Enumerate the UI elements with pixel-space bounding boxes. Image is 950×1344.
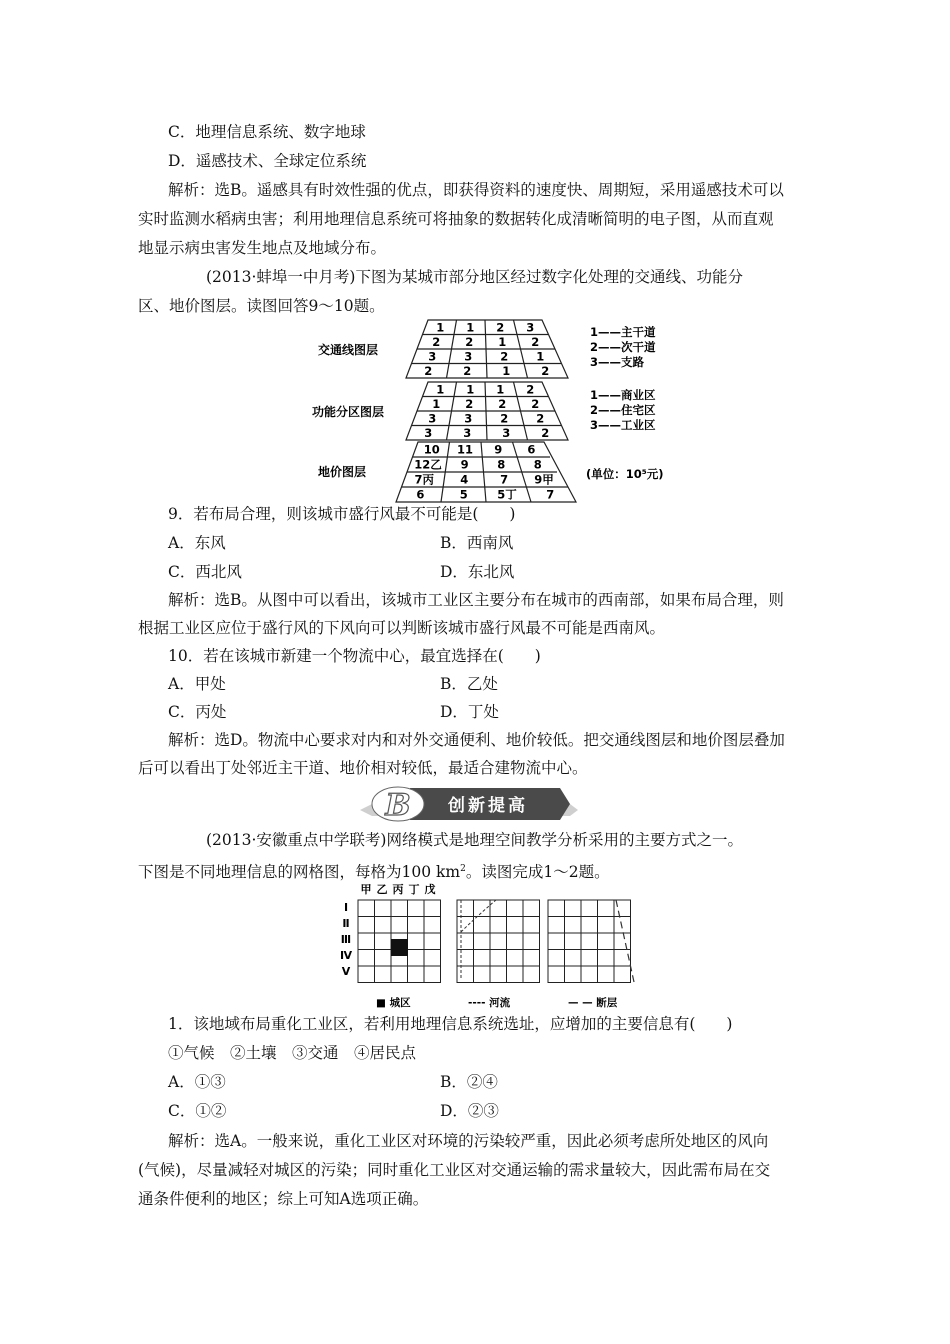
q9-analysis-line: 解析：选B。从图中可以看出，该城市工业区主要分布在城市的西南部，如果布局合理，则	[168, 591, 784, 609]
banner-letter: B	[385, 788, 411, 823]
price-cell: 7	[500, 472, 509, 487]
price-cell: 4	[460, 472, 469, 487]
q1-stem: 1．该地域布局重化工业区，若利用地理信息系统选址，应增加的主要信息有( )	[168, 1015, 733, 1033]
function-cell: 1	[432, 396, 441, 411]
traffic-legend-item: 1——主干道	[590, 325, 656, 339]
legend-river: ---- 河流	[468, 997, 511, 1009]
fault-line	[616, 900, 634, 982]
traffic-legend-item: 2——次干道	[590, 340, 656, 354]
grid-col-label: 丙	[392, 883, 404, 896]
q8-analysis-line: 实时监测水稻病虫害；利用地理信息系统可将抽象的数据转化成清晰简明的电子图，从而直观	[138, 210, 774, 228]
function-cell: 2	[541, 425, 550, 440]
traffic-cell: 1	[436, 320, 445, 335]
q9-stem: 9．若布局合理，则该城市盛行风最不可能是( )	[168, 505, 516, 523]
grid-col-label: 乙	[376, 883, 388, 896]
price-cell: 9	[460, 457, 469, 472]
traffic-cell: 2	[531, 334, 540, 349]
grid-figure	[336, 882, 646, 1012]
q9-option-a: A．东风	[168, 534, 226, 552]
traffic-legend-item: 3——支路	[590, 355, 645, 369]
q8-option-d: D．遥感技术、全球定位系统	[168, 152, 367, 170]
function-cell: 2	[500, 411, 509, 426]
q1-analysis-line: (气候)，尽量减轻对城区的污染；同时重化工业区对交通运输的需求量较大，因此需布局在交	[138, 1161, 771, 1179]
function-cell: 2	[465, 396, 474, 411]
traffic-cell: 3	[526, 320, 535, 335]
intro-1-2-line: 下图是不同地理信息的网格图，每格为100 $km^2$。读图完成1～2题。	[138, 863, 610, 882]
traffic-cell: 1	[502, 363, 511, 378]
price-unit-label: (单位：10⁵元)	[586, 467, 664, 481]
q10-option-c: C．丙处	[168, 703, 227, 721]
q1-analysis-line: 解析：选A。一般来说，重化工业区对环境的污染较严重，因此必须考虑所处地区的风向	[168, 1132, 769, 1150]
grid-row-label: Ⅱ	[342, 917, 350, 930]
function-cell: 1	[436, 382, 445, 397]
grid-row-label: Ⅴ	[341, 965, 351, 978]
traffic-cell: 2	[500, 349, 509, 364]
function-cell: 3	[502, 425, 511, 440]
price-layer-label: 地价图层	[318, 465, 367, 479]
function-layer-label: 功能分区图层	[312, 405, 385, 419]
function-legend-item: 1——商业区	[590, 388, 656, 402]
price-cell: 8	[533, 457, 542, 472]
function-cell: 1	[496, 382, 505, 397]
price-cell: 7	[546, 487, 555, 502]
legend-fault: — — 断层	[568, 997, 618, 1009]
q8-option-c: C．地理信息系统、数字地球	[168, 123, 366, 141]
traffic-cell: 2	[432, 334, 441, 349]
traffic-cell: 1	[498, 334, 507, 349]
grid-row-label: Ⅲ	[340, 933, 352, 946]
price-cell: 6	[416, 487, 425, 502]
function-cell: 2	[498, 396, 507, 411]
function-cell: 2	[536, 411, 545, 426]
traffic-cell: 3	[428, 349, 437, 364]
function-cell: 3	[464, 411, 473, 426]
q9-option-b: B．西南风	[440, 534, 514, 552]
price-cell: 9甲	[534, 472, 554, 487]
section-banner	[360, 784, 580, 824]
intro-1-2-line: (2013·安徽重点中学联考)网络模式是地理空间教学分析采用的主要方式之一。	[206, 831, 743, 849]
q10-analysis-line: 后可以看出丁处邻近主干道、地价相对较低，最适合建物流中心。	[138, 759, 588, 777]
function-cell: 3	[428, 411, 437, 426]
function-cell: 1	[466, 382, 475, 397]
q9-analysis-line: 根据工业区应位于盛行风的下风向可以判断该城市盛行风最不可能是西南风。	[138, 619, 666, 637]
price-cell: 5丁	[497, 487, 517, 502]
function-legend-item: 3——工业区	[590, 418, 656, 432]
grid-col-label: 丁	[408, 883, 420, 896]
grid-row-label: Ⅰ	[343, 901, 349, 914]
intro-9-10-line: (2013·蚌埠一中月考)下图为某城市部分地区经过数字化处理的交通线、功能分	[206, 268, 743, 286]
q10-stem: 10．若在该城市新建一个物流中心，最宜选择在( )	[168, 647, 541, 665]
q1-option-a: A．①③	[168, 1073, 226, 1091]
layer-figure	[300, 316, 680, 506]
q1-choices: ①气候 ②土壤 ③交通 ④居民点	[168, 1044, 417, 1062]
price-cell: 12乙	[414, 457, 442, 472]
function-cell: 2	[526, 382, 535, 397]
traffic-layer-label: 交通线图层	[318, 343, 379, 357]
price-cell: 9	[494, 442, 503, 457]
grid-col-label: 甲	[360, 883, 372, 896]
traffic-cell: 2	[465, 334, 474, 349]
traffic-cell: 2	[463, 363, 472, 378]
q8-analysis-line: 解析：选B。遥感具有时效性强的优点，即获得资料的速度快、周期短，采用遥感技术可以	[168, 181, 784, 199]
traffic-cell: 2	[496, 320, 505, 335]
q10-option-b: B．乙处	[440, 675, 498, 693]
grid-row-label: Ⅳ	[339, 949, 353, 962]
q9-option-c: C．西北风	[168, 563, 242, 581]
price-cell: 10	[423, 442, 440, 457]
price-cell: 5	[459, 487, 468, 502]
price-cell: 6	[527, 442, 536, 457]
traffic-cell: 2	[424, 363, 433, 378]
q8-analysis-line: 地显示病虫害发生地点及地域分布。	[138, 239, 387, 257]
grid-col-label: 戊	[424, 883, 436, 896]
function-cell: 2	[531, 396, 540, 411]
function-cell: 3	[463, 425, 472, 440]
traffic-cell: 3	[464, 349, 473, 364]
price-cell: 8	[497, 457, 506, 472]
price-cell: 11	[456, 442, 474, 457]
traffic-cell: 1	[466, 320, 475, 335]
q1-option-c: C．①②	[168, 1102, 227, 1120]
q10-option-d: D．丁处	[440, 703, 499, 721]
q1-option-b: B．②④	[440, 1073, 498, 1091]
q1-analysis-line: 通条件便利的地区；综上可知A选项正确。	[138, 1190, 429, 1208]
q10-analysis-line: 解析：选D。物流中心要求对内和对外交通便利、地价较低。把交通线图层和地价图层叠加	[168, 731, 785, 749]
grid-frame	[457, 900, 540, 983]
city-cell	[391, 939, 408, 956]
legend-city: ■ 城区	[376, 997, 411, 1009]
traffic-cell: 2	[541, 363, 550, 378]
function-legend-item: 2——住宅区	[590, 403, 656, 417]
price-cell: 7丙	[414, 472, 434, 487]
function-cell: 3	[424, 425, 433, 440]
banner-title: 创新提高	[448, 796, 528, 816]
q1-option-d: D．②③	[440, 1102, 499, 1120]
q9-option-d: D．东北风	[440, 563, 515, 581]
intro-9-10-line: 区、地价图层。读图回答9～10题。	[138, 297, 385, 315]
q10-option-a: A．甲处	[168, 675, 226, 693]
traffic-cell: 1	[536, 349, 545, 364]
